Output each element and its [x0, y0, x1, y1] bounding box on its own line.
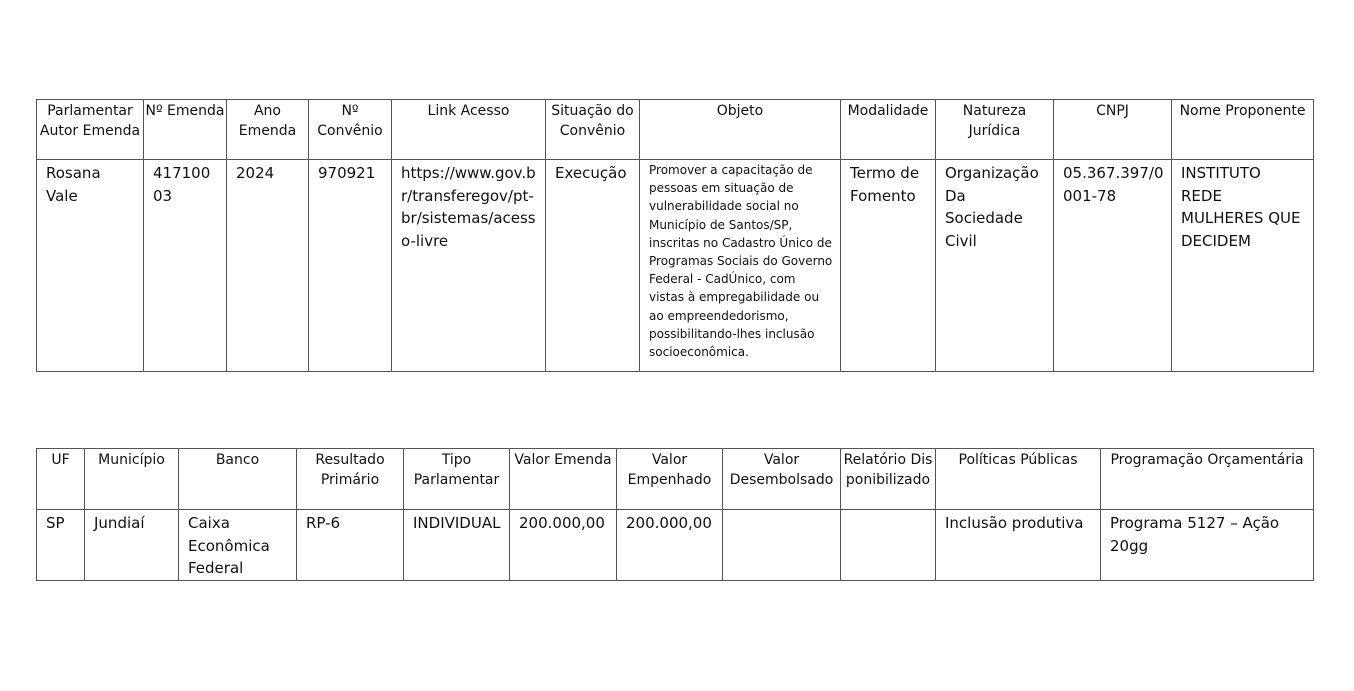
header-objeto: Objeto: [640, 100, 841, 160]
header-situacao: Situação do Convênio: [546, 100, 640, 160]
table-header-row: [37, 449, 1314, 510]
cell-programacao-orcamentaria: Programa 5127 – Ação 20gg: [1101, 510, 1314, 581]
header-banco: Banco: [179, 449, 297, 510]
header-cnpj: CNPJ: [1054, 100, 1172, 160]
emenda-details-table: [36, 99, 1314, 372]
cell-valor-desembolsado: [723, 510, 841, 581]
header-tipo-parlamentar: Tipo Parlamentar: [404, 449, 510, 510]
header-relatorio-disponibilizado: Relatório Disponibilizado: [841, 449, 936, 510]
header-ano-emenda: Ano Emenda: [227, 100, 309, 160]
table-row: [37, 510, 1314, 581]
header-programacao-orcamentaria: Programação Orçamentária: [1101, 449, 1314, 510]
header-natureza-juridica: Natureza Jurídica: [936, 100, 1054, 160]
cell-valor-emenda: 200.000,00: [510, 510, 617, 581]
cell-tipo-parlamentar: INDIVIDUAL: [404, 510, 510, 581]
header-valor-emenda: Valor Emenda: [510, 449, 617, 510]
header-municipio: Município: [85, 449, 179, 510]
header-valor-desembolsado: Valor Desembolsado: [723, 449, 841, 510]
cell-link-acesso: https://www.gov.br/transferegov/pt-br/sistemas/acesso-livre: [392, 160, 546, 372]
cell-num-convenio: 970921: [309, 160, 392, 372]
cell-cnpj: 05.367.397/0001-78: [1054, 160, 1172, 372]
cell-modalidade: Termo de Fomento: [841, 160, 936, 372]
header-link-acesso: Link Acesso: [392, 100, 546, 160]
cell-num-emenda: 41710003: [144, 160, 227, 372]
cell-uf: SP: [37, 510, 85, 581]
header-resultado-primario: Resultado Primário: [297, 449, 404, 510]
header-valor-empenhado: Valor Empenhado: [617, 449, 723, 510]
cell-municipio: Jundiaí: [85, 510, 179, 581]
cell-relatorio-disponibilizado: [841, 510, 936, 581]
header-politicas-publicas: Políticas Públicas: [936, 449, 1101, 510]
header-num-convenio: Nº Convênio: [309, 100, 392, 160]
cell-parlamentar: Rosana Vale: [37, 160, 144, 372]
header-num-emenda: Nº Emenda: [144, 100, 227, 160]
cell-valor-empenhado: 200.000,00: [617, 510, 723, 581]
header-nome-proponente: Nome Proponente: [1172, 100, 1314, 160]
cell-situacao: Execução: [546, 160, 640, 372]
cell-banco: Caixa Econômica Federal: [179, 510, 297, 581]
cell-natureza-juridica: Organização Da Sociedade Civil: [936, 160, 1054, 372]
header-modalidade: Modalidade: [841, 100, 936, 160]
table-header-row: [37, 100, 1314, 160]
table-row: [37, 160, 1314, 372]
cell-resultado-primario: RP-6: [297, 510, 404, 581]
cell-nome-proponente: INSTITUTO REDE MULHERES QUE DECIDEM: [1172, 160, 1314, 372]
header-parlamentar: Parlamentar Autor Emenda: [37, 100, 144, 160]
emenda-financial-table: [36, 448, 1314, 581]
header-uf: UF: [37, 449, 85, 510]
cell-politicas-publicas: Inclusão produtiva: [936, 510, 1101, 581]
cell-objeto: Promover a capacitação de pessoas em situação de vulnerabilidade social no Município de Santos/SP, inscritas no Cadastro Único de Programas Sociais do Governo Federal - CadÚnico, com vistas à empregabilidade ou ao empreendedorismo, possibilitando-lhes inclusão socioeconômica.: [640, 160, 841, 372]
cell-ano-emenda: 2024: [227, 160, 309, 372]
